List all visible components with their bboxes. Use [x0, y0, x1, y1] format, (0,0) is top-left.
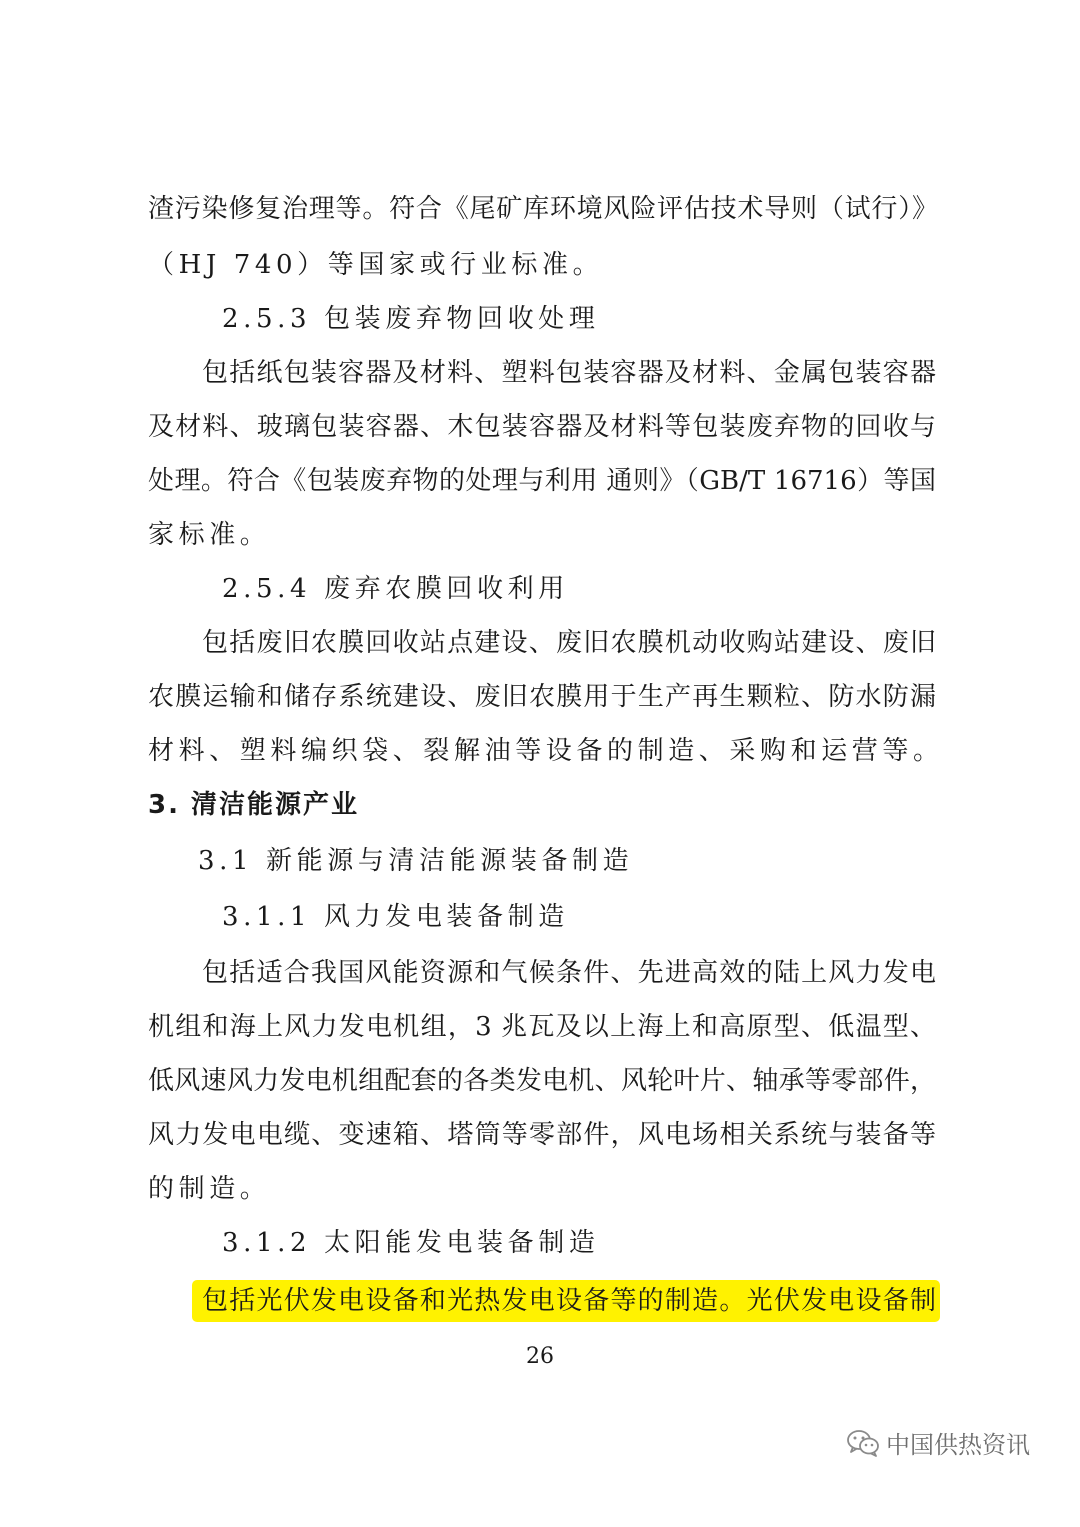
- body-text-line: 渣污染修复治理等。符合《尾矿库环境风险评估技术导则（试行）》: [148, 194, 938, 224]
- body-text-line: 机组和海上风力发电机组，3 兆瓦及以上海上和高原型、低温型、: [148, 1012, 936, 1042]
- subsection-heading: 3.1 新能源与清洁能源装备制造: [198, 846, 634, 876]
- body-text-line: 的制造。: [148, 1174, 271, 1204]
- subsection-heading: 2.5.4 废弃农膜回收利用: [222, 574, 569, 604]
- wechat-icon: [846, 1429, 880, 1457]
- body-text-line: 低风速风力发电机组配套的各类发电机、风轮叶片、轴承等零部件，: [148, 1066, 936, 1096]
- body-text-line: 农膜运输和储存系统建设、废旧农膜用于生产再生颗粒、防水防漏: [148, 682, 936, 712]
- page-number: 26: [526, 1344, 554, 1369]
- body-text-line: 风力发电电缆、变速箱、塔筒等零部件，风电场相关系统与装备等: [148, 1120, 936, 1150]
- watermark-text: 中国供热资讯: [886, 1431, 1030, 1459]
- highlighted-text-line: 包括光伏发电设备和光热发电设备等的制造。光伏发电设备制: [202, 1286, 936, 1316]
- body-text-line: 包括适合我国风能资源和气候条件、先进高效的陆上风力发电: [202, 958, 936, 988]
- subsection-heading: 2.5.3 包装废弃物回收处理: [222, 304, 600, 334]
- body-text-line: 家标准。: [148, 520, 271, 550]
- source-watermark: [846, 1425, 1030, 1460]
- body-text-line: 包括废旧农膜回收站点建设、废旧农膜机动收购站建设、废旧: [202, 628, 936, 658]
- body-text-line: 处理。符合《包装废弃物的处理与利用 通则》（GB/T 16716）等国: [148, 466, 936, 496]
- section-heading: 3. 清洁能源产业: [148, 790, 360, 820]
- subsection-heading: 3.1.2 太阳能发电装备制造: [222, 1228, 600, 1258]
- body-text-line: 包括纸包装容器及材料、塑料包装容器及材料、金属包装容器: [202, 358, 936, 388]
- body-text-line: 及材料、玻璃包装容器、木包装容器及材料等包装废弃物的回收与: [148, 412, 936, 442]
- subsection-heading: 3.1.1 风力发电装备制造: [222, 902, 569, 932]
- body-text-line: （HJ 740）等国家或行业标准。: [148, 250, 604, 280]
- body-text-line: 材料、塑料编织袋、裂解油等设备的制造、采购和运营等。: [148, 736, 944, 766]
